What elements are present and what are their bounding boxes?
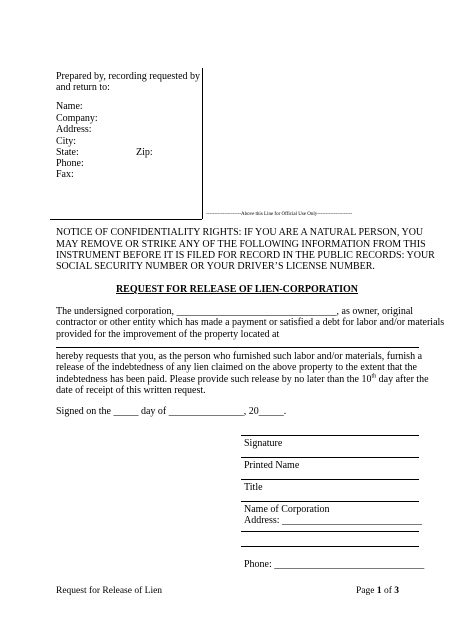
prepared-by-line2: and return to: bbox=[56, 82, 110, 93]
address-line-3[interactable] bbox=[241, 546, 419, 547]
page-of: of bbox=[381, 586, 395, 596]
corporation-name-label: Name of Corporation bbox=[244, 504, 330, 515]
para1-line-3: provided for the improvement of the property located at bbox=[56, 329, 280, 340]
return-box-bottom-border bbox=[50, 219, 202, 220]
page-total: 3 bbox=[394, 586, 400, 596]
page-prefix: Page bbox=[356, 586, 377, 596]
para1-line-1: The undersigned corporation, ________________________________, as owner, original bbox=[56, 306, 414, 317]
prepared-by-line1: Prepared by, recording requested by bbox=[56, 71, 201, 82]
para2-line-3-text: indebtedness has been paid. Please provide such release by no later than the 10 bbox=[56, 374, 372, 385]
para1-line-2: contractor or other entity which has made a payment or satisfied a debt for labor and/or materials bbox=[56, 317, 445, 328]
notice-line-1: NOTICE OF CONFIDENTIALITY RIGHTS: IF YOU ARE A NATURAL PERSON, YOU bbox=[56, 227, 424, 238]
return-box-right-border bbox=[202, 68, 203, 219]
signature-label: Signature bbox=[244, 438, 283, 449]
document-title: REQUEST FOR RELEASE OF LIEN-CORPORATION bbox=[115, 284, 359, 295]
title-line[interactable] bbox=[241, 479, 419, 480]
para2-line-1: hereby requests that you, as the person who furnished such labor and/or materials, furnish a bbox=[56, 351, 423, 362]
corporation-address-field[interactable]: Address: ____________________________ bbox=[244, 515, 423, 526]
page-number: 1 bbox=[376, 586, 382, 596]
ordinal-suffix: th bbox=[371, 373, 377, 380]
notice-line-2: MAY REMOVE OR STRIKE ANY OF THE FOLLOWING INFORMATION FROM THIS bbox=[56, 239, 426, 250]
official-use-line: ---------------------Above this Line for Official Use Only--------------------- bbox=[206, 212, 353, 217]
notice-line-3: INSTRUMENT BEFORE IT IS FILED FOR RECORD IN THE PUBLIC RECORDS: YOUR bbox=[56, 250, 435, 261]
para2-line-3-tail: day after the bbox=[376, 374, 429, 385]
property-location-line[interactable] bbox=[56, 347, 419, 348]
title-label: Title bbox=[244, 482, 263, 493]
field-company-label: Company: bbox=[56, 113, 98, 124]
field-phone-label: Phone: bbox=[56, 158, 84, 169]
field-address-label: Address: bbox=[56, 124, 92, 135]
phone-field[interactable]: Phone: ______________________________ bbox=[244, 559, 425, 570]
footer-title: Request for Release of Lien bbox=[56, 586, 163, 596]
signature-line[interactable] bbox=[241, 435, 419, 436]
address-line-2[interactable] bbox=[241, 531, 419, 532]
para2-line-2: release of the indebtedness of any lien claimed on the above property to the extent that the bbox=[56, 362, 417, 373]
printed-name-line[interactable] bbox=[241, 457, 419, 458]
field-name-label: Name: bbox=[56, 101, 83, 112]
field-state-label: State: bbox=[56, 147, 79, 158]
para2-line-4: date of receipt of this written request. bbox=[56, 385, 206, 396]
printed-name-label: Printed Name bbox=[244, 460, 300, 471]
corporation-name-line[interactable] bbox=[241, 501, 419, 502]
field-city-label: City: bbox=[56, 136, 77, 147]
field-fax-label: Fax: bbox=[56, 169, 74, 180]
field-zip-label: Zip: bbox=[136, 147, 153, 158]
signed-date-line[interactable]: Signed on the _____ day of _______________, 20_____. bbox=[56, 406, 287, 417]
page-indicator bbox=[356, 585, 399, 597]
notice-line-4: SOCIAL SECURITY NUMBER OR YOUR DRIVER’S LICENSE NUMBER. bbox=[56, 261, 375, 272]
